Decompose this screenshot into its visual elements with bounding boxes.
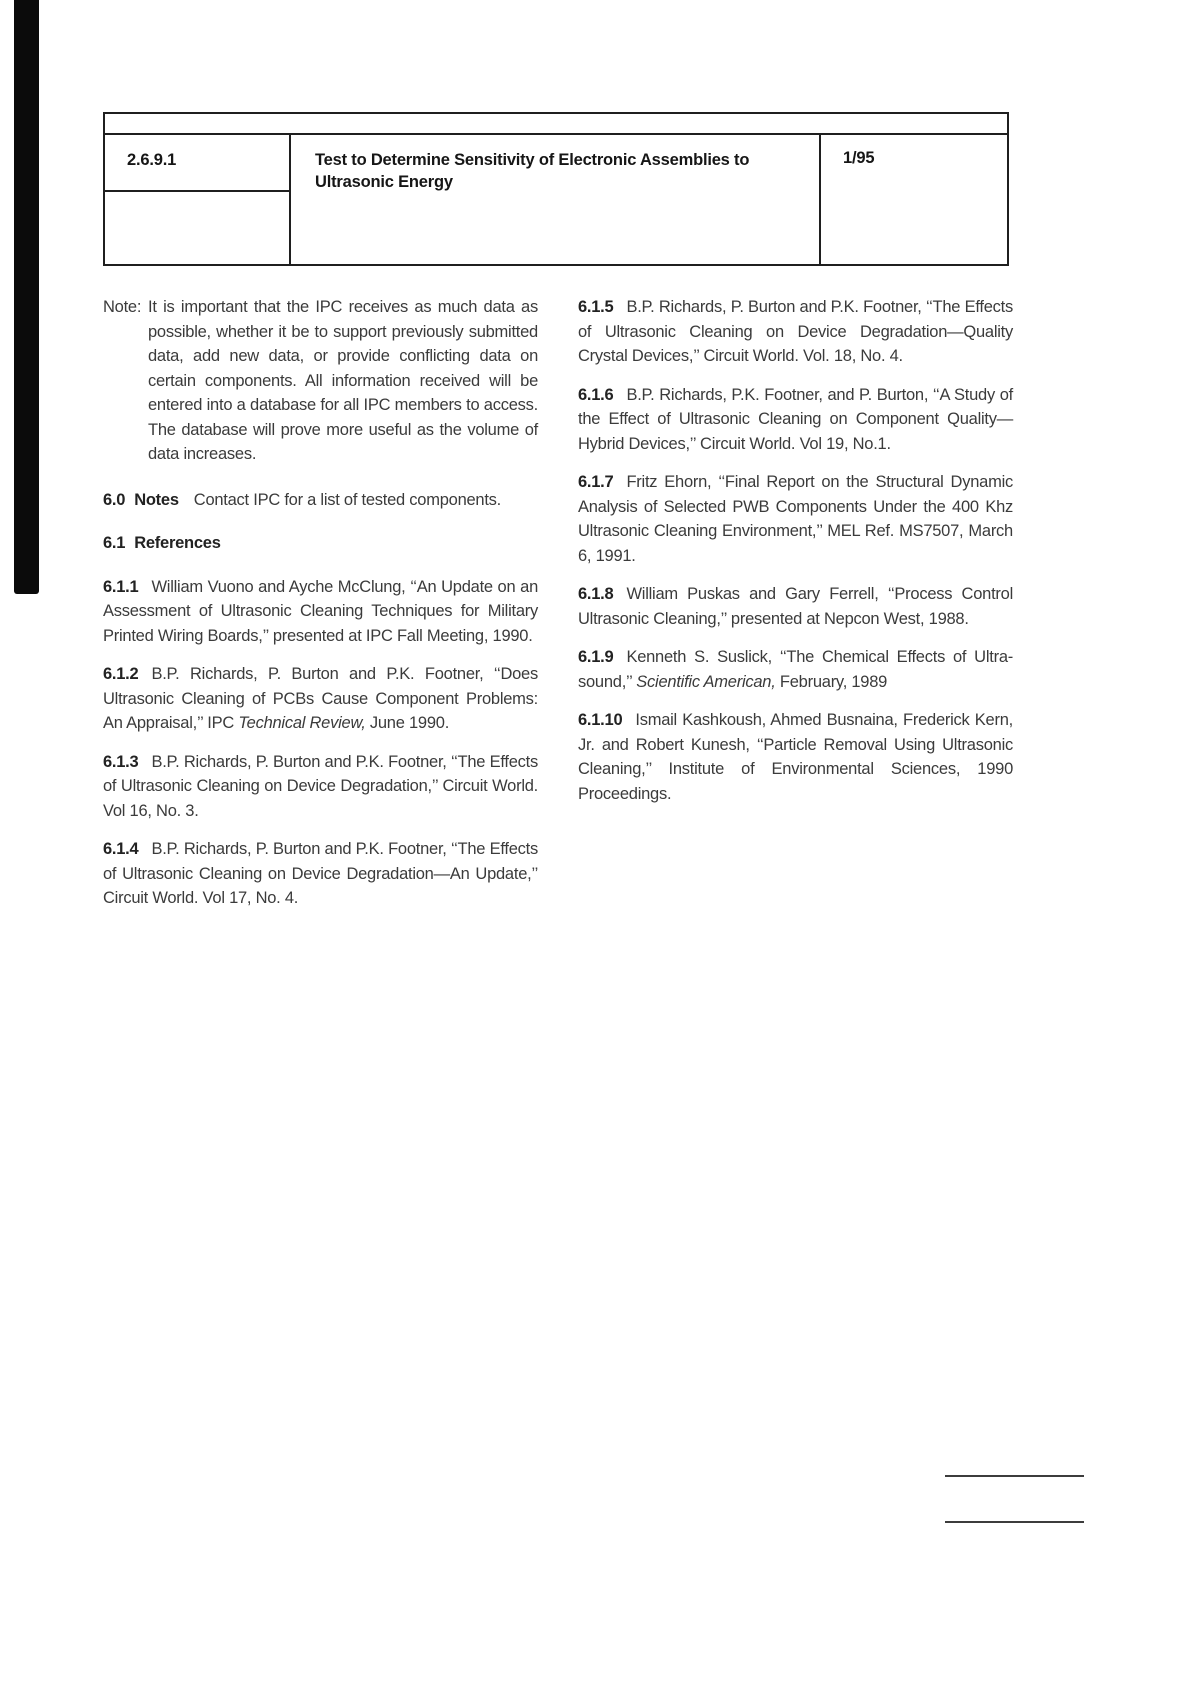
reference-text: B.P. Richards, P. Burton and P.K. Footner, ‘‘The Effects of Ultrasonic Cleaning on Device Degradation,’’ Circuit World. Vol 16, No. 3. (103, 752, 538, 820)
reference-text: William Puskas and Gary Ferrell, ‘‘Process Control Ultrasonic Cleaning,’’ presented at Nepcon West, 1988. (578, 585, 1013, 628)
reference-6-1-1 (103, 575, 538, 649)
section-heading: References (134, 534, 221, 552)
references-list-right (578, 295, 1013, 806)
reference-text-italic: Technical Review, (238, 714, 366, 732)
reference-number: 6.1.3 (103, 752, 139, 771)
reference-text: Ismail Kashkoush, Ahmed Busnaina, Frederick Kern, Jr. and Robert Kunesh, ‘‘Particle Removal Using Ultrasonic Cleaning,’’ Institute of Environmental Sciences, 1990 Proceedings. (578, 711, 1013, 803)
reference-text: Fritz Ehorn, ‘‘Final Report on the Structural Dynamic Analysis of Selected PWB Components Under the 400 Khz Ultrasonic Cleaning Environment,’’ MEL Ref. MS7507, March 6, 1991. (578, 473, 1013, 565)
section-number: 6.1 (103, 534, 126, 552)
reference-text: B.P. Richards, P. Burton and P.K. Footner, ‘‘The Effects of Ultrasonic Cleaning on Device Degradation—Quality Crystal Devices,’’ Circuit World. Vol. 18, No. 4. (578, 298, 1013, 365)
reference-number: 6.1.4 (103, 840, 139, 858)
reference-text: February, 1989 (775, 672, 888, 691)
reference-text: B.P. Richards, P.K. Footner, and P. Burton, ‘‘A Study of the Effect of Ultrasonic Cleaning on Component Quality—Hybrid Devices,’’ Circuit World. Vol 19, No.1. (578, 385, 1013, 453)
reference-text: B.P. Richards, P. Burton and P.K. Footner, ‘‘The Effects of Ultrasonic Cleaning on Device Degradation—An Update,’’ Circuit World. Vol 17, No. 4. (103, 840, 538, 907)
doc-number-cell (105, 135, 289, 192)
reference-6-1-5 (578, 295, 1013, 369)
references-list-left (103, 575, 538, 911)
reference-number: 6.1.5 (578, 298, 614, 316)
section-6-0-notes (103, 488, 538, 513)
header-table-top-row (105, 114, 1007, 135)
reference-6-1-8 (578, 582, 1013, 631)
reference-text: June 1990. (365, 714, 450, 732)
reference-6-1-6 (578, 383, 1013, 457)
reference-6-1-9 (578, 645, 1013, 694)
note-text: It is important that the IPC receives as much data as possible, whether it be to support previously submitted data, add new data, or provide conflicting data on certain components. All information received will be entered into a database for all IPC members to access. The database will prove more useful as the volume of data increases. (148, 298, 538, 463)
right-column (578, 295, 1013, 806)
doc-title-cell (291, 135, 821, 264)
section-body: Contact IPC for a list of tested components. (193, 490, 502, 509)
reference-6-1-4 (103, 837, 538, 911)
doc-title: Test to Determine Sensitivity of Electronic Assemblies to Ultrasonic Energy (315, 151, 750, 191)
doc-date-cell (821, 135, 1007, 264)
header-table (103, 112, 1009, 266)
reference-text-italic: Scientific American, (636, 672, 776, 691)
reference-number: 6.1.6 (578, 385, 614, 404)
reference-number: 6.1.8 (578, 585, 614, 603)
reference-text: William Vuono and Ayche McClung, ‘‘An Update on an Assessment of Ultrasonic Cleaning Techniques for Military Printed Wiring Boards,’’ presented at IPC Fall Meeting, 1990. (103, 577, 538, 645)
reference-number: 6.1.9 (578, 648, 614, 666)
section-6-1-references (103, 531, 538, 556)
reference-6-1-2 (103, 662, 538, 736)
doc-number-empty-cell (105, 192, 289, 264)
reference-6-1-7 (578, 470, 1013, 568)
footer-rule-2 (945, 1521, 1084, 1523)
section-number: 6.0 (103, 490, 126, 509)
header-table-main-row (105, 135, 1007, 264)
left-column (103, 295, 538, 911)
reference-text: Kenneth S. Suslick, ‘‘The Chemical Effects of Ultra-sound,’’ (578, 648, 1013, 691)
doc-number-column (105, 135, 291, 264)
reference-6-1-10 (578, 708, 1013, 806)
reference-text: B.P. Richards, P. Burton and P.K. Footner, ‘‘Does Ultrasonic Cleaning of PCBs Cause Component Problems: An Appraisal,’’ IPC (103, 665, 538, 732)
doc-number: 2.6.9.1 (127, 151, 177, 169)
note-paragraph (103, 295, 538, 467)
section-heading: Notes (134, 490, 179, 509)
reference-number: 6.1.7 (578, 473, 614, 491)
doc-date: 1/95 (843, 149, 875, 167)
note-label: Note: (103, 298, 142, 316)
reference-number: 6.1.1 (103, 577, 139, 596)
reference-6-1-3 (103, 750, 538, 824)
reference-number: 6.1.10 (578, 711, 623, 729)
reference-number: 6.1.2 (103, 665, 139, 683)
footer-rule-1 (945, 1475, 1084, 1477)
scan-artifact-bar (14, 0, 39, 594)
